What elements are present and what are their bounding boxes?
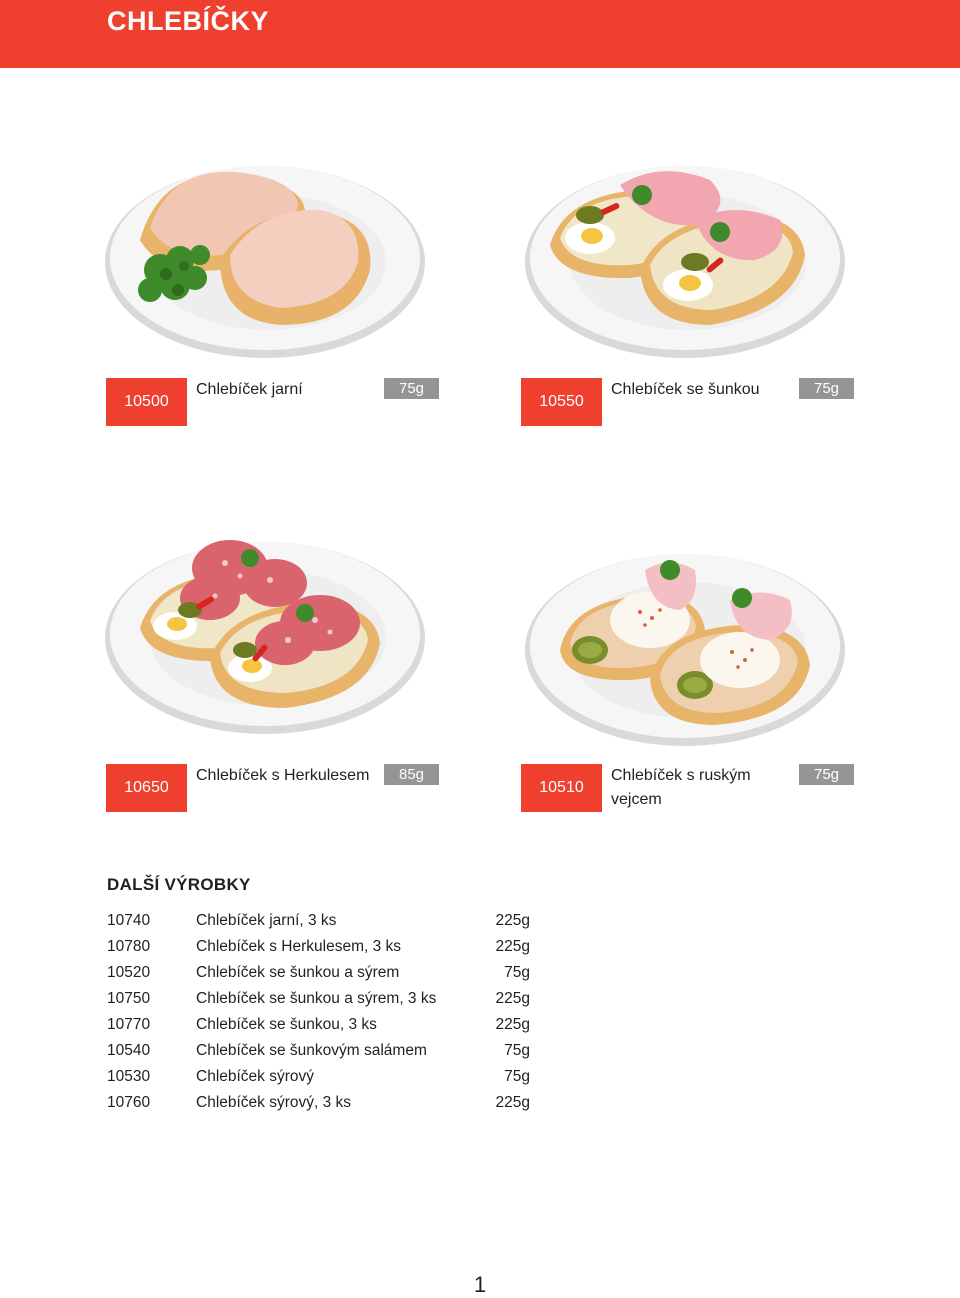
page-title: CHLEBÍČKY <box>107 6 270 36</box>
product-weight: 75g <box>384 378 439 399</box>
list-item <box>107 1014 547 1040</box>
list-item <box>107 1092 547 1118</box>
product-weight: 75g <box>799 764 854 785</box>
list-item-name: Chlebíček se šunkovým salámem <box>196 1042 427 1059</box>
list-item-code: 10760 <box>107 1094 151 1111</box>
list-item <box>107 1040 547 1066</box>
list-item-name: Chlebíček se šunkou, 3 ks <box>196 1016 377 1033</box>
list-item-weight: 225g <box>495 1016 530 1033</box>
product-code: 10500 <box>106 378 187 426</box>
list-item-name: Chlebíček s Herkulesem, 3 ks <box>196 938 402 955</box>
product-weight: 75g <box>799 378 854 399</box>
section-title-more-products: DALŠÍ VÝROBKY <box>107 875 251 894</box>
product-code: 10550 <box>521 378 602 426</box>
list-item-weight: 225g <box>495 1094 530 1111</box>
product-name: Chlebíček s ruským vejcem <box>611 767 751 808</box>
product-item <box>521 378 871 428</box>
list-item-name: Chlebíček se šunkou a sýrem <box>196 964 400 981</box>
list-item-code: 10520 <box>107 964 151 981</box>
page-number: 1 <box>473 1272 487 1297</box>
product-item <box>106 378 456 428</box>
photo-chlebicek-s-ruskym-vejcem <box>520 540 850 750</box>
list-item-code: 10780 <box>107 938 151 955</box>
list-item-code: 10750 <box>107 990 151 1007</box>
product-name: Chlebíček s Herkulesem <box>196 767 370 784</box>
list-item <box>107 936 547 962</box>
photo-chlebicek-jarni <box>100 150 430 360</box>
list-item-code: 10740 <box>107 912 151 929</box>
page-header <box>0 0 960 68</box>
list-item-code: 10540 <box>107 1042 151 1059</box>
list-item-weight: 225g <box>495 990 530 1007</box>
list-item-code: 10770 <box>107 1016 151 1033</box>
photo-chlebicek-s-herkulesem <box>100 528 430 738</box>
list-item-weight: 75g <box>504 1068 530 1085</box>
product-code: 10510 <box>521 764 602 812</box>
list-item <box>107 988 547 1014</box>
list-item-weight: 225g <box>495 912 530 929</box>
list-item-weight: 225g <box>495 938 530 955</box>
more-products-list <box>107 910 547 1118</box>
list-item-name: Chlebíček sýrový, 3 ks <box>196 1094 352 1111</box>
product-item <box>106 764 456 814</box>
list-item-weight: 75g <box>504 964 530 981</box>
product-weight: 85g <box>384 764 439 785</box>
product-name: Chlebíček se šunkou <box>611 381 760 398</box>
list-item <box>107 962 547 988</box>
product-item <box>521 764 871 814</box>
list-item <box>107 1066 547 1092</box>
list-item-name: Chlebíček jarní, 3 ks <box>196 912 337 929</box>
product-code: 10650 <box>106 764 187 812</box>
list-item-name: Chlebíček sýrový <box>196 1068 315 1085</box>
photo-chlebicek-se-sunkou <box>520 150 850 360</box>
product-name: Chlebíček jarní <box>196 381 303 398</box>
list-item-name: Chlebíček se šunkou a sýrem, 3 ks <box>196 990 437 1007</box>
list-item <box>107 910 547 936</box>
list-item-weight: 75g <box>504 1042 530 1059</box>
list-item-code: 10530 <box>107 1068 151 1085</box>
